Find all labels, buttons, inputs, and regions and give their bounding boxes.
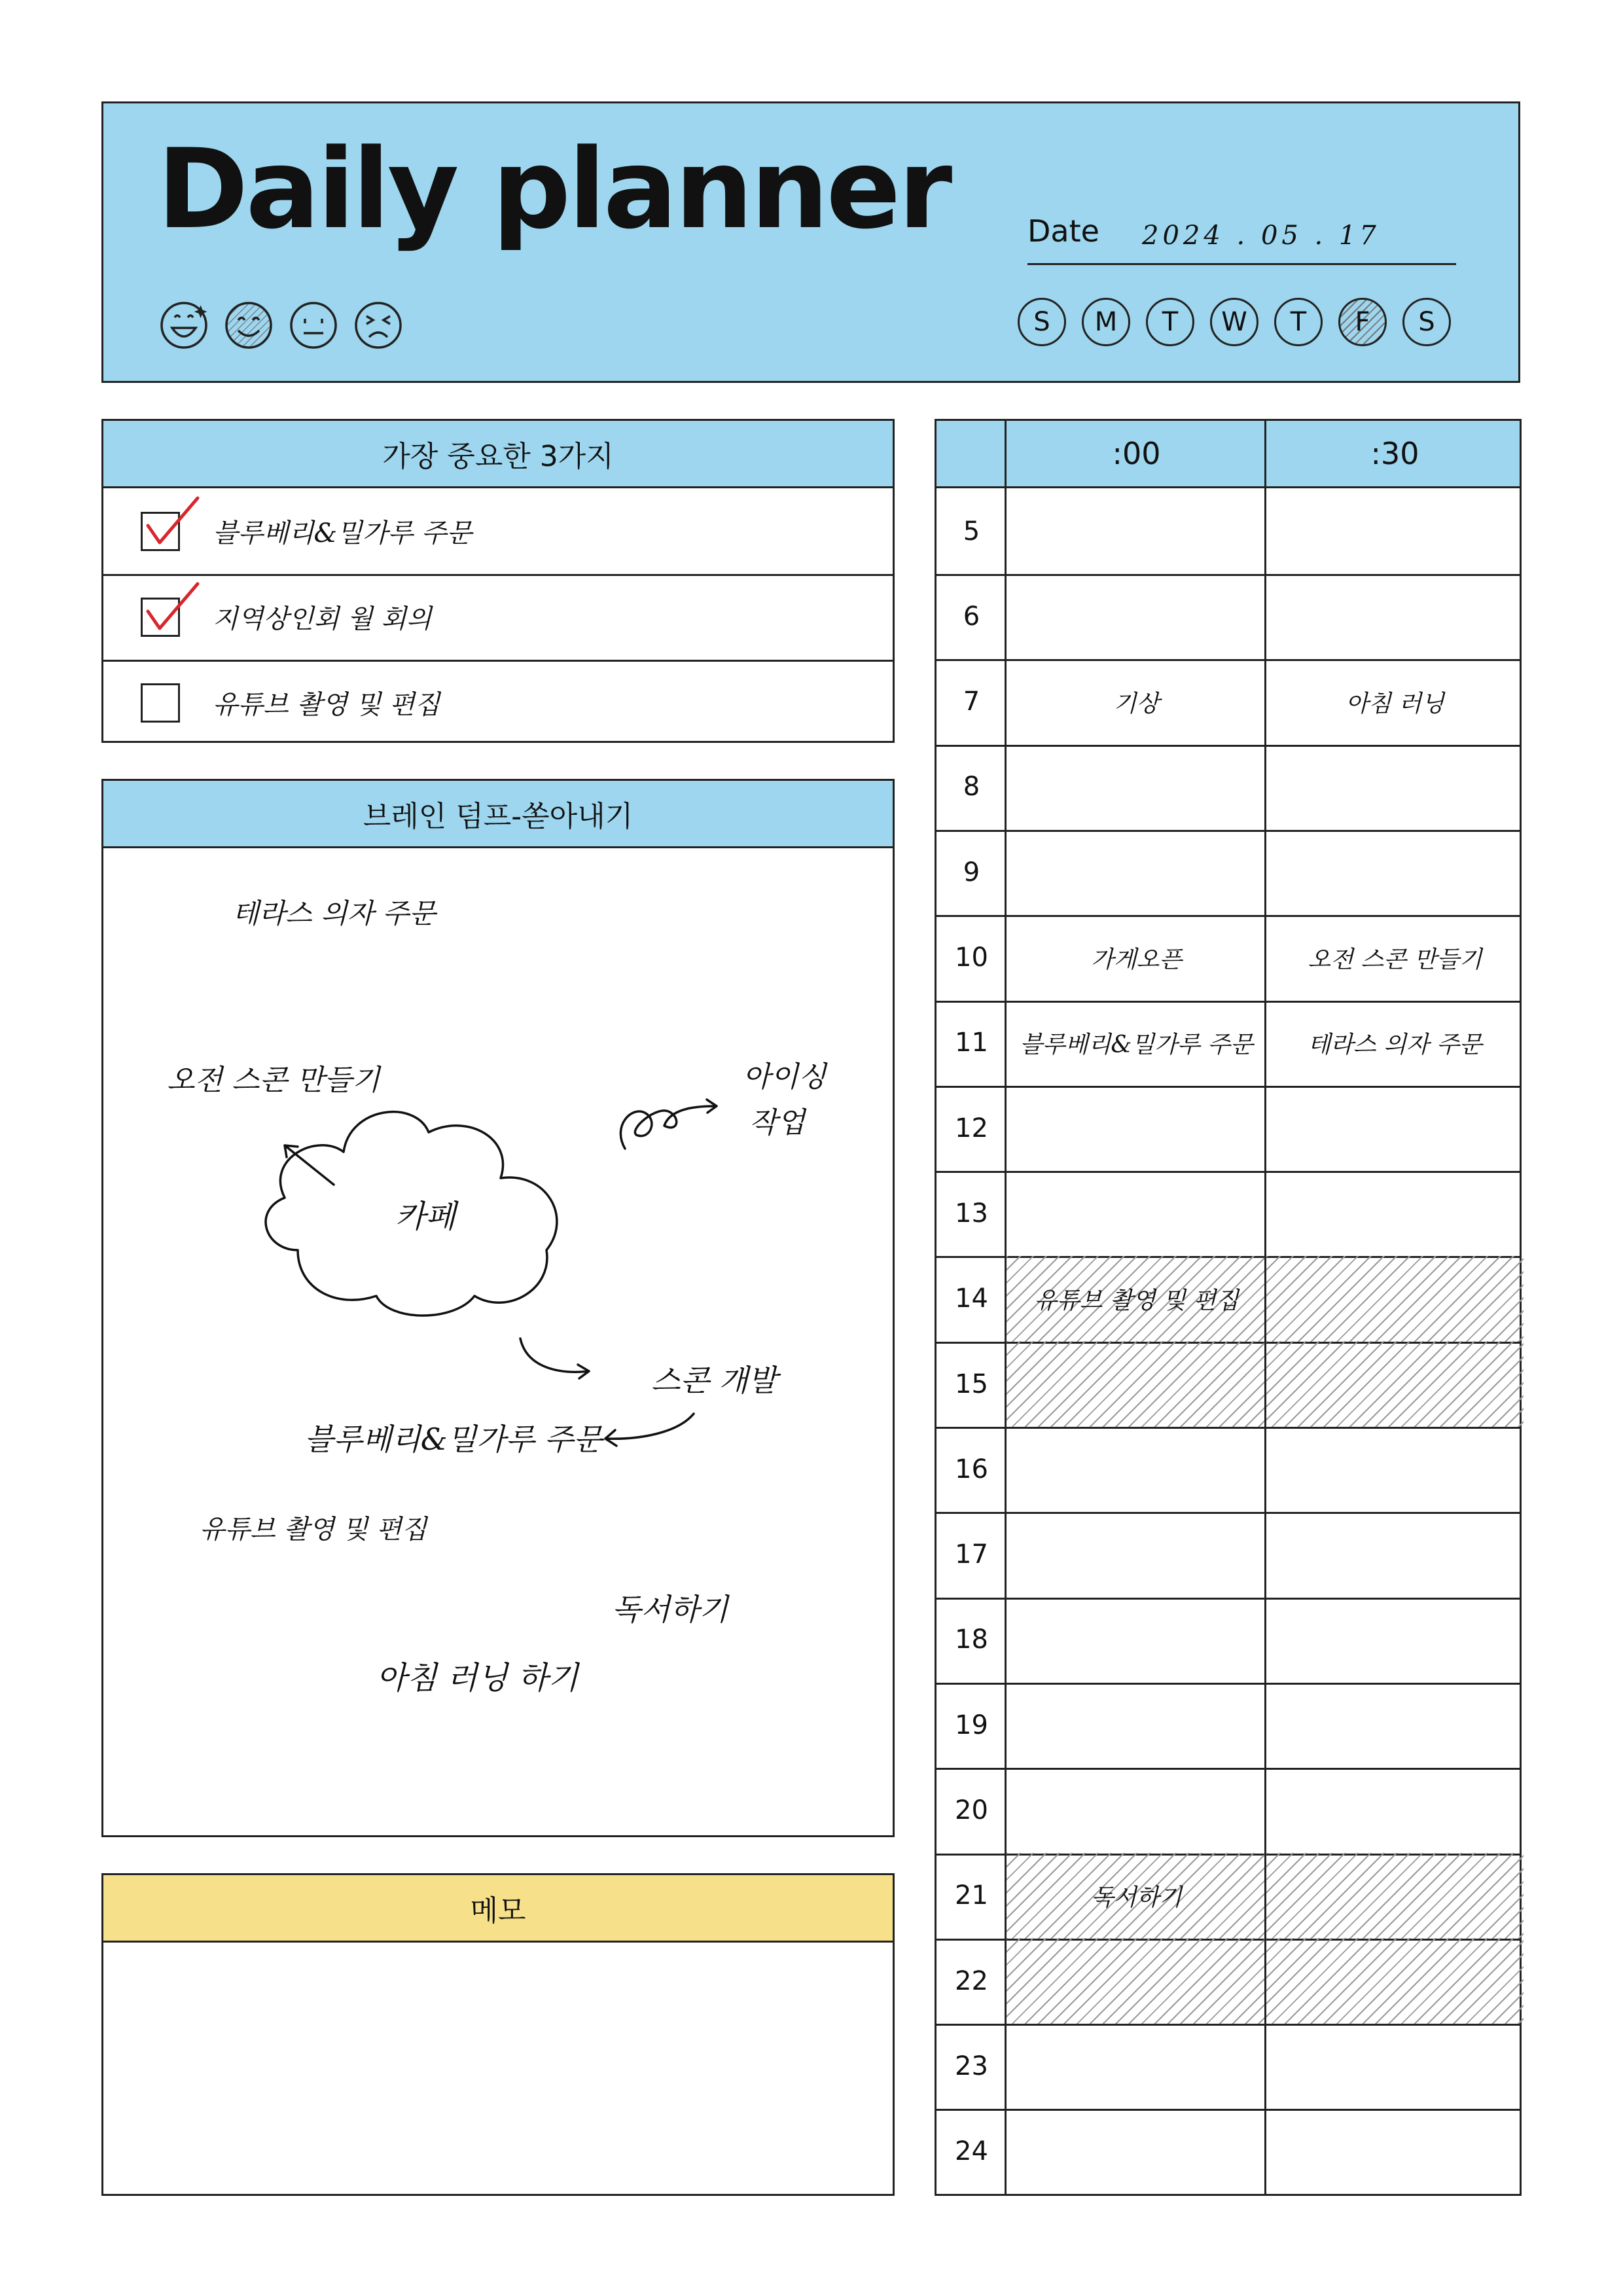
red-checkmark-icon: [144, 580, 203, 632]
slot-00[interactable]: 독서하기: [1007, 1853, 1266, 1939]
hour-label: 7: [963, 687, 980, 717]
hour-label: 13: [955, 1198, 988, 1229]
slot-30[interactable]: [1266, 1256, 1524, 1342]
happy-face-icon[interactable]: [162, 303, 207, 348]
slot-00[interactable]: [1007, 744, 1266, 830]
col-header-00: :00: [1112, 436, 1161, 471]
schedule-row: [936, 1938, 1520, 2026]
mood-selector: [159, 296, 408, 355]
smile-face-icon[interactable]: [226, 303, 271, 348]
schedule-table: [935, 419, 1522, 2196]
brain-dump-title: 브레인 덤프-쏟아내기: [103, 781, 893, 848]
slot-30[interactable]: [1266, 2023, 1524, 2109]
schedule-row: [936, 1682, 1520, 1770]
day-label: S: [1418, 307, 1435, 337]
slot-00[interactable]: [1007, 2023, 1266, 2109]
todo-text: 블루베리&밀가루 주문: [213, 518, 473, 548]
slot-30[interactable]: [1266, 1085, 1524, 1171]
slot-00[interactable]: 기상: [1113, 690, 1160, 717]
hour-label: 22: [955, 1965, 988, 1996]
day-monday[interactable]: [1082, 298, 1130, 346]
slot-30[interactable]: 아침 러닝: [1346, 690, 1444, 717]
slot-00[interactable]: 유튜브 촬영 및 편집: [1007, 1256, 1266, 1342]
todo-item: [103, 660, 893, 745]
dump-item-terrace: 테라스 의자 주문: [232, 897, 436, 929]
todo-text: 유튜브 촬영 및 편집: [213, 690, 440, 720]
day-label: F: [1355, 307, 1370, 337]
dump-item-scone-make: 오전 스콘 만들기: [167, 1064, 380, 1097]
schedule-row: [936, 1000, 1520, 1088]
hour-label: 15: [955, 1369, 988, 1399]
schedule-row: [936, 1170, 1520, 1258]
slot-30[interactable]: [1266, 1597, 1524, 1683]
red-checkmark-icon: [144, 494, 203, 547]
todo-text: 지역상인회 월 회의: [213, 604, 432, 634]
schedule-row: [936, 1256, 1520, 1344]
day-thursday[interactable]: [1274, 298, 1323, 346]
schedule-row: [936, 573, 1520, 661]
slot-00[interactable]: [1007, 2109, 1266, 2195]
schedule-row: [936, 1853, 1520, 1941]
day-wednesday[interactable]: [1210, 298, 1258, 346]
slot-30[interactable]: [1266, 1341, 1524, 1427]
sad-face-icon[interactable]: [356, 303, 401, 348]
slot-00[interactable]: [1007, 1170, 1266, 1256]
arrow-down-right-icon: [520, 1338, 589, 1378]
memo-area[interactable]: [103, 1943, 893, 2198]
schedule-row: [936, 659, 1520, 747]
schedule-row: [936, 1512, 1520, 1600]
day-label: T: [1162, 307, 1179, 337]
day-label: W: [1221, 307, 1247, 337]
schedule-row: [936, 829, 1520, 917]
hour-label: 17: [955, 1539, 988, 1570]
todo-item: [103, 574, 893, 662]
date-value[interactable]: 2024 . 05 . 17: [1142, 221, 1380, 251]
col-header-30: :30: [1370, 436, 1419, 471]
slot-30[interactable]: [1266, 2109, 1524, 2195]
dump-item-youtube: 유튜브 촬영 및 편집: [200, 1515, 427, 1545]
schedule-row: [936, 1768, 1520, 1856]
hour-label: 20: [955, 1795, 988, 1825]
slot-30[interactable]: [1266, 744, 1524, 830]
brain-dump-drawing: [101, 844, 895, 1826]
slot-00[interactable]: [1007, 1938, 1266, 2024]
date-underline: [1027, 263, 1456, 265]
slot-00[interactable]: [1007, 1341, 1266, 1427]
hour-label: 21: [955, 1880, 988, 1911]
slot-00[interactable]: [1007, 1085, 1266, 1171]
schedule-row: [936, 1085, 1520, 1173]
hour-label: 23: [955, 2051, 988, 2081]
hour-label: 14: [955, 1283, 988, 1314]
schedule-row: [936, 1597, 1520, 1685]
slot-30[interactable]: 테라스 의자 주문: [1308, 1031, 1482, 1058]
arrow-left-icon: [605, 1414, 694, 1446]
slot-00[interactable]: [1007, 1682, 1266, 1768]
schedule-row: [936, 488, 1520, 576]
slot-00[interactable]: 가게오픈: [1090, 946, 1183, 973]
dump-item-running: 아침 러닝 하기: [376, 1660, 579, 1696]
memo-title: 메모: [103, 1875, 893, 1943]
schedule-row: [936, 915, 1520, 1003]
slot-00[interactable]: [1007, 1512, 1266, 1598]
todo-item: [103, 488, 893, 576]
dump-item-icing-2: 작업: [749, 1106, 806, 1139]
schedule-row: [936, 2109, 1520, 2195]
hour-label: 24: [955, 2136, 988, 2167]
slot-30[interactable]: [1266, 573, 1524, 659]
slot-30[interactable]: [1266, 1938, 1524, 2024]
page-title: Daily planner: [157, 125, 950, 253]
slot-30[interactable]: [1266, 1853, 1524, 1939]
hour-label: 16: [955, 1454, 988, 1484]
slot-00[interactable]: 블루베리&밀가루 주문: [1020, 1031, 1253, 1058]
slot-00[interactable]: [1007, 1426, 1266, 1512]
slot-30[interactable]: [1266, 1426, 1524, 1512]
slot-00[interactable]: [1007, 829, 1266, 915]
dump-item-scone-dev: 스콘 개발: [651, 1363, 777, 1398]
hour-label: 11: [955, 1028, 988, 1058]
hour-label: 6: [963, 601, 980, 632]
dump-item-reading: 독서하기: [612, 1592, 728, 1627]
top3-panel: [101, 419, 895, 743]
slot-30[interactable]: [1266, 1512, 1524, 1598]
slot-00[interactable]: [1007, 573, 1266, 659]
arrow-up-left-icon: [285, 1145, 334, 1185]
hour-label: 12: [955, 1113, 988, 1143]
cloud-center-label: 카페: [395, 1198, 456, 1235]
col-divider: [1005, 421, 1007, 2194]
slot-00[interactable]: [1007, 1597, 1266, 1683]
day-label: T: [1290, 307, 1307, 337]
hour-label: 10: [955, 942, 988, 973]
day-saturday[interactable]: [1402, 298, 1451, 346]
day-tuesday[interactable]: [1146, 298, 1194, 346]
slot-00[interactable]: [1007, 488, 1266, 574]
hour-label: 19: [955, 1710, 988, 1740]
schedule-row: [936, 2023, 1520, 2111]
schedule-body: [936, 488, 1520, 2194]
todo-checkbox[interactable]: [141, 683, 180, 723]
hour-label: 18: [955, 1624, 988, 1655]
schedule-row: [936, 1341, 1520, 1429]
schedule-header: [936, 421, 1520, 488]
day-label: M: [1094, 307, 1118, 337]
day-sunday[interactable]: [1018, 298, 1066, 346]
day-label: S: [1033, 307, 1050, 337]
memo-panel: [101, 1873, 895, 2196]
hour-label: 5: [963, 516, 980, 547]
slot-30[interactable]: [1266, 1768, 1524, 1854]
dump-item-blueberry: 블루베리&밀가루 주문: [304, 1422, 603, 1457]
col-divider: [1264, 421, 1266, 2194]
slot-30[interactable]: [1266, 488, 1524, 574]
slot-30[interactable]: [1266, 1682, 1524, 1768]
hour-label: 8: [963, 772, 980, 802]
hour-label: 9: [963, 857, 980, 888]
neutral-face-icon[interactable]: [291, 303, 336, 348]
slot-30[interactable]: 오전 스콘 만들기: [1308, 946, 1482, 973]
schedule-row: [936, 744, 1520, 832]
slot-00[interactable]: [1007, 1768, 1266, 1854]
top3-title: 가장 중요한 3가지: [103, 421, 893, 488]
todo-checkbox[interactable]: [141, 598, 180, 637]
day-friday[interactable]: [1338, 298, 1387, 346]
slot-30[interactable]: [1266, 829, 1524, 915]
todo-checkbox[interactable]: [141, 512, 180, 551]
date-label: Date: [1027, 213, 1099, 249]
schedule-row: [936, 1426, 1520, 1514]
slot-30[interactable]: [1266, 1170, 1524, 1256]
dump-item-icing-1: 아이싱: [743, 1060, 827, 1094]
loop-arrow-icon: [620, 1100, 717, 1149]
